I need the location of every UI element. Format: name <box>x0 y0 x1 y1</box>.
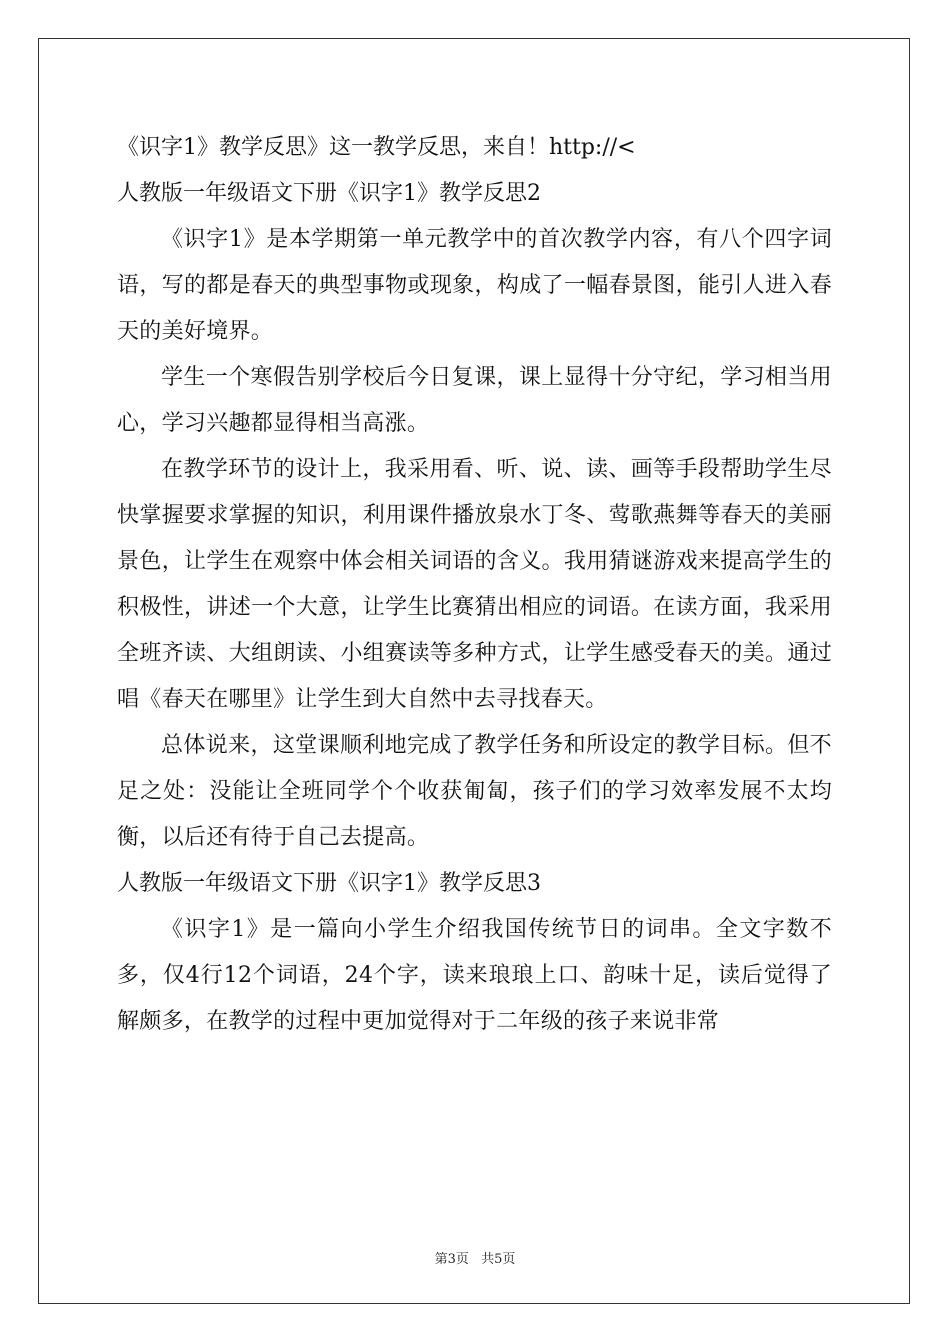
section-heading: 人教版一年级语文下册《识字1》教学反思2 <box>117 181 541 206</box>
paragraph: 《识字1》是一篇向小学生介绍我国传统节日的词串。全文字数不多，仅4行12个词语，24个字，读来琅琅上口、韵味十足，读后觉得了解颇多，在教学的过程中更加觉得对于二年级的孩子来说非常 <box>117 917 832 1034</box>
page-total: 共5页 <box>481 1252 516 1267</box>
paragraph: 在教学环节的设计上，我采用看、听、说、读、画等手段帮助学生尽快掌握要求掌握的知识，利用课件播放泉水丁冬、莺歌燕舞等春天的美丽景色，让学生在观察中体会相关词语的含义。我用猜谜游戏来提高学生的积极性，讲述一个大意，让学生比赛猜出相应的词语。在读方面，我采用全班齐读、大组朗读、小组赛读等多种方式，让学生感受春天的美。通过唱《春天在哪里》让学生到大自然中去寻找春天。 <box>117 457 832 712</box>
source-line: 《识字1》教学反思》这一教学反思，来自！http://< <box>117 135 636 160</box>
page-number: 第3页 <box>434 1252 469 1267</box>
document-body <box>117 125 832 1045</box>
section-heading: 人教版一年级语文下册《识字1》教学反思3 <box>117 871 541 896</box>
paragraph: 总体说来，这堂课顺利地完成了教学任务和所设定的教学目标。但不足之处：没能让全班同学个个收获匍匐，孩子们的学习效率发展不太均衡，以后还有待于自己去提高。 <box>117 733 832 850</box>
paragraph: 《识字1》是本学期第一单元教学中的首次教学内容，有八个四字词语，写的都是春天的典型事物或现象，构成了一幅春景图，能引人进入春天的美好境界。 <box>117 227 832 344</box>
page-footer <box>0 1248 950 1267</box>
paragraph: 学生一个寒假告别学校后今日复课，课上显得十分守纪，学习相当用心，学习兴趣都显得相当高涨。 <box>117 365 832 436</box>
